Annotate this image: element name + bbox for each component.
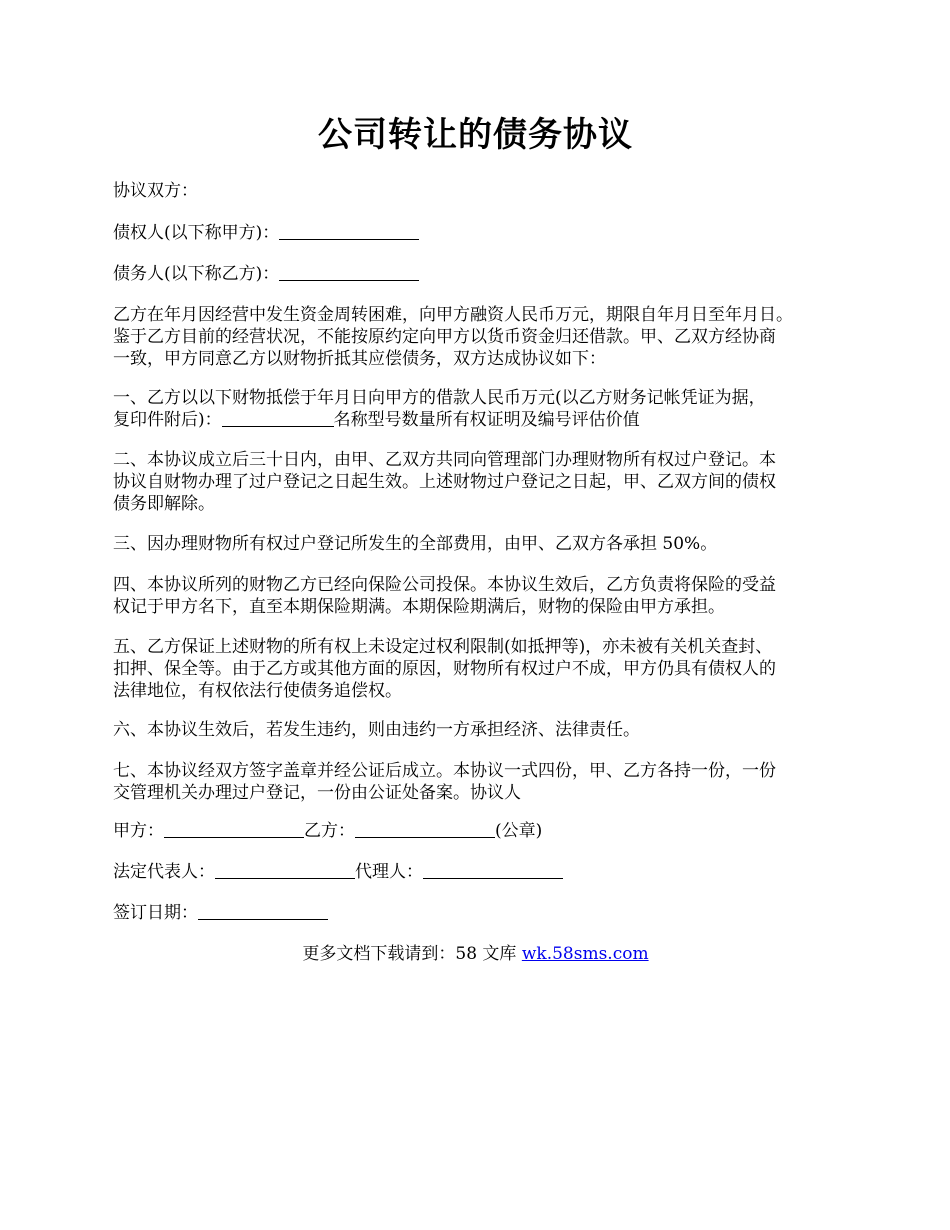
signing-date-label: 签订日期： — [113, 903, 198, 923]
clause-4-line: 四、本协议所列的财物乙方已经向保险公司投保。本协议生效后，乙方负责将保险的受益 — [113, 575, 776, 595]
footer-text: 更多文档下载请到：58 文库 — [302, 944, 522, 964]
clause-7-line: 交管理机关办理过户登记，一份由公证处备案。协议人 — [113, 783, 521, 803]
clause-4 — [113, 574, 843, 618]
clause-6: 六、本协议生效后，若发生违约，则由违约一方承担经济、法律责任。 — [113, 720, 640, 740]
clause-2-line: 二、本协议成立后三十日内，由甲、乙双方共同向管理部门办理财物所有权过户登记。本 — [113, 450, 776, 470]
debtor-label: 债务人(以下称乙方)： — [113, 264, 280, 284]
signing-date-line — [113, 902, 843, 924]
clause-2-line: 债务即解除。 — [113, 494, 215, 514]
footer-link[interactable]: wk.58sms.com — [521, 944, 649, 964]
creditor-blank — [279, 223, 419, 240]
clause-1 — [113, 387, 843, 431]
signing-date-blank — [198, 903, 328, 920]
clause-7-line: 七、本协议经双方签字盖章并经公证后成立。本协议一式四份，甲、乙方各持一份，一份 — [113, 761, 776, 781]
clause-2 — [113, 449, 843, 515]
clause-1-line: 一、乙方以以下财物抵偿于年月日向甲方的借款人民币万元(以乙方财务记帐凭证为据， — [113, 388, 766, 408]
agent-blank — [423, 862, 563, 879]
document-title: 公司转让的债务协议 — [318, 115, 633, 155]
clause-4-line: 权记于甲方名下，直至本期保险期满。本期保险期满后，财物的保险由甲方承担。 — [113, 597, 725, 617]
intro-line: 乙方在年月因经营中发生资金周转困难，向甲方融资人民币万元，期限自年月日至年月日。 — [113, 305, 793, 325]
clause-2-line: 协议自财物办理了过户登记之日起生效。上述财物过户登记之日起，甲、乙双方间的债权 — [113, 472, 776, 492]
clause-1-suffix: 名称型号数量所有权证明及编号评估价值 — [333, 410, 640, 430]
clause-5-line: 扣押、保全等。由于乙方或其他方面的原因，财物所有权过户不成，甲方仍具有债权人的 — [113, 659, 776, 679]
footer — [113, 943, 838, 965]
clause-5 — [113, 636, 843, 702]
creditor-label: 债权人(以下称甲方)： — [113, 223, 280, 243]
seal-label: (公章) — [495, 821, 543, 841]
intro-line: 鉴于乙方目前的经营状况，不能按原约定向甲方以货币资金归还借款。甲、乙双方经协商 — [113, 327, 776, 347]
clause-1-line — [113, 409, 843, 431]
intro-line: 一致，甲方同意乙方以财物折抵其应偿债务，双方达成协议如下： — [113, 349, 606, 369]
party-a-blank — [164, 821, 304, 838]
intro-paragraph — [113, 304, 843, 370]
signature-parties-line — [113, 820, 843, 842]
legal-rep-blank — [215, 862, 355, 879]
clause-3: 三、因办理财物所有权过户登记所发生的全部费用，由甲、乙双方各承担 50%。 — [113, 534, 718, 554]
clause-7 — [113, 760, 843, 804]
clause-1-blank — [222, 410, 334, 427]
clause-5-line: 五、乙方保证上述财物的所有权上未设定过权利限制(如抵押等)，亦未被有关机关查封、 — [113, 637, 773, 657]
agent-label: 代理人： — [355, 862, 423, 882]
party-b-label: 乙方： — [304, 821, 355, 841]
creditor-line — [113, 222, 843, 244]
legal-rep-label: 法定代表人： — [113, 862, 215, 882]
debtor-line — [113, 263, 843, 285]
clause-1-prefix: 复印件附后)： — [113, 410, 222, 430]
clause-5-line: 法律地位，有权依法行使债务追偿权。 — [113, 681, 402, 701]
debtor-blank — [279, 264, 419, 281]
representative-line — [113, 861, 843, 883]
party-a-label: 甲方： — [113, 821, 164, 841]
party-b-blank — [355, 821, 495, 838]
parties-heading: 协议双方： — [113, 181, 198, 201]
